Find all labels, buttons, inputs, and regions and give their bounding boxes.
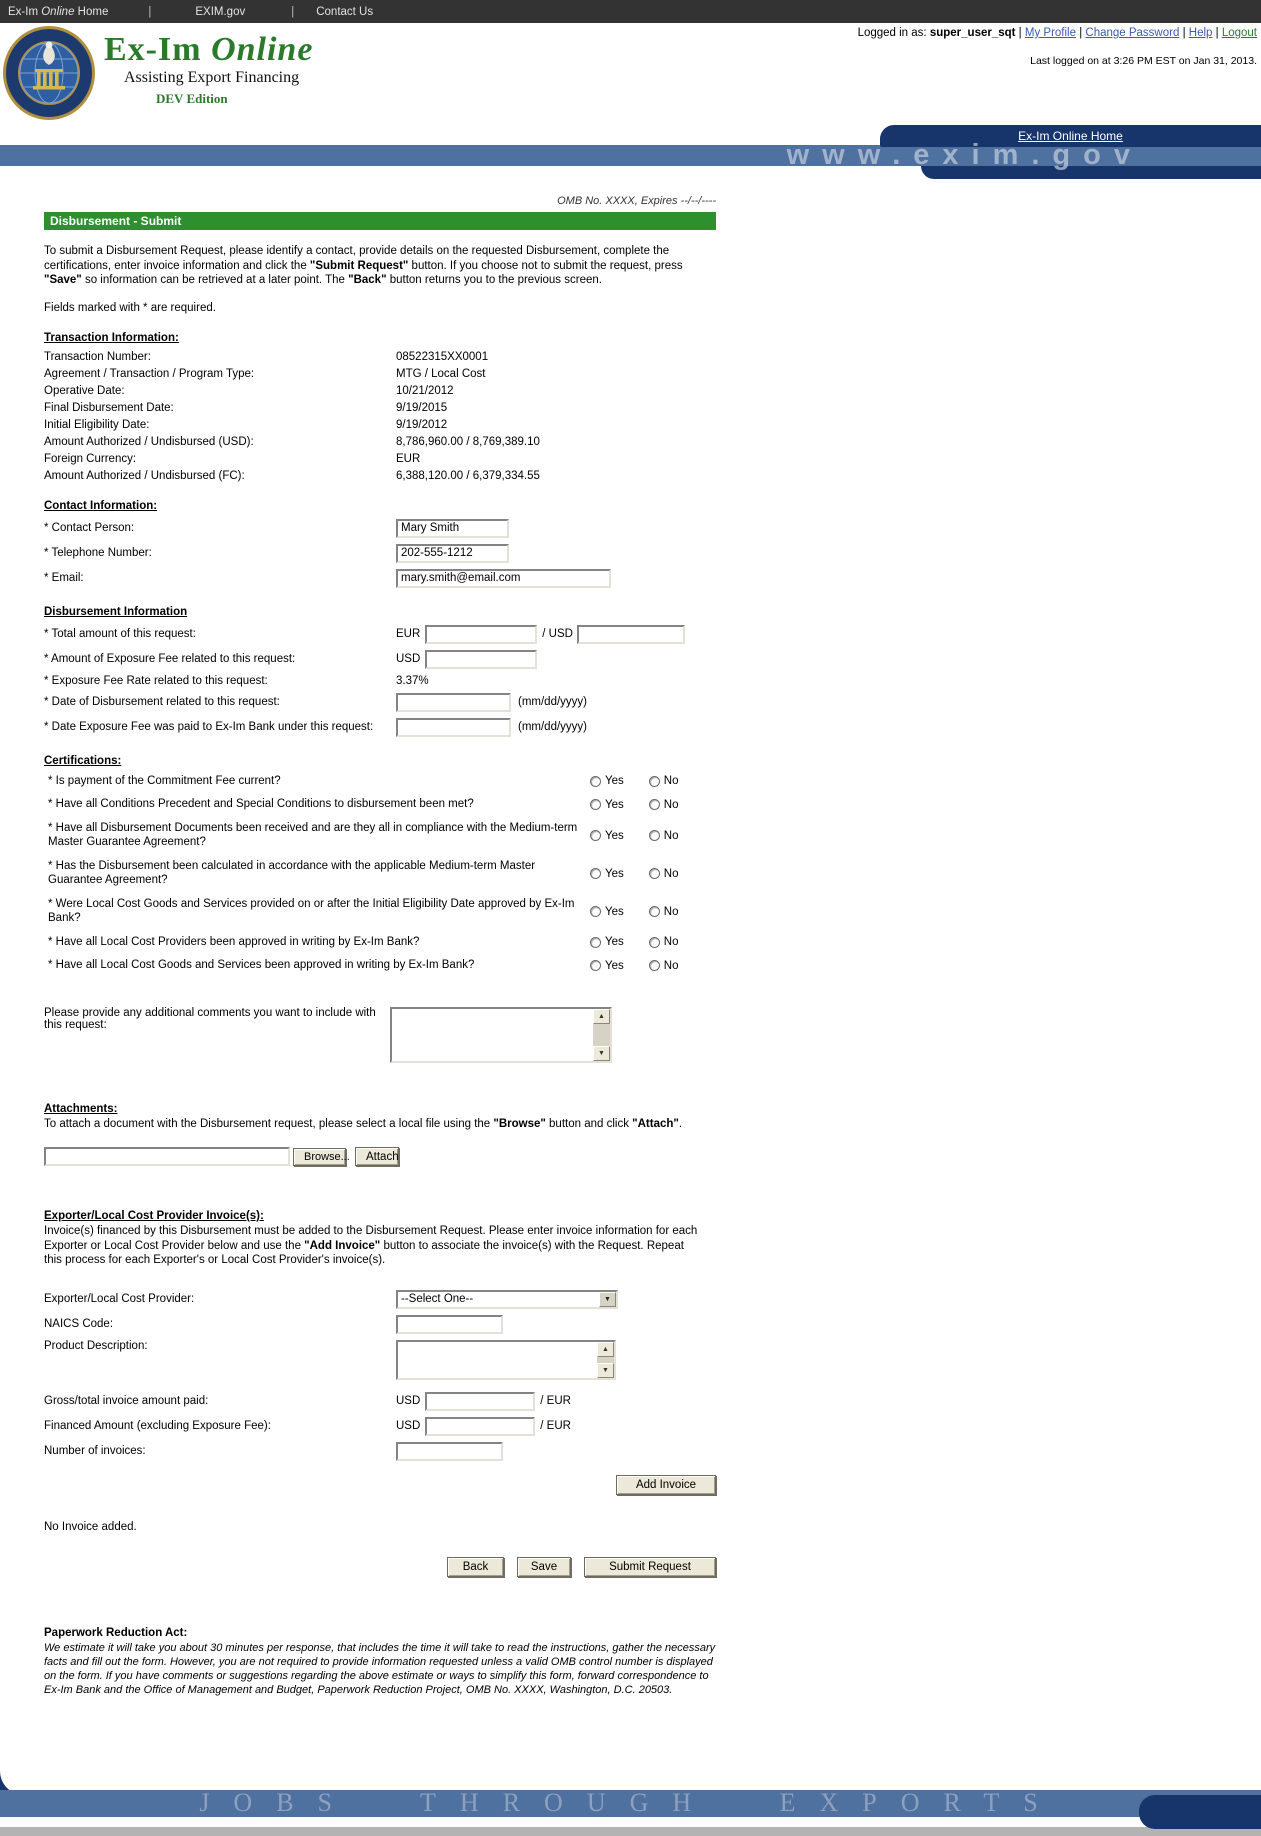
table-row	[44, 470, 716, 482]
file-path-input[interactable]	[44, 1147, 290, 1166]
radio-icon[interactable]	[649, 937, 660, 948]
date-format-hint: (mm/dd/yyyy)	[518, 721, 587, 733]
exposure-fee-amount-input[interactable]	[425, 650, 537, 669]
exposure-fee-rate-label: * Exposure Fee Rate related to this request:	[44, 674, 268, 687]
table-row	[44, 368, 716, 380]
total-amount-label: * Total amount of this request:	[44, 628, 196, 640]
contact-person-label: * Contact Person:	[44, 522, 135, 534]
footer-right-navy-decoration	[1139, 1795, 1261, 1829]
provider-selected-value: --Select One--	[401, 1293, 474, 1305]
info-label: Final Disbursement Date:	[44, 401, 174, 414]
cert-7-no-radio[interactable]	[649, 959, 679, 973]
radio-icon[interactable]	[590, 799, 601, 810]
back-button[interactable]: Back	[447, 1557, 504, 1577]
no-label: No	[663, 936, 679, 949]
radio-icon[interactable]	[590, 776, 601, 787]
provider-select[interactable]	[396, 1290, 618, 1309]
cert-5-no-radio[interactable]	[649, 898, 679, 926]
currency-eur-label: / EUR	[540, 1395, 571, 1407]
info-label: Agreement / Transaction / Program Type:	[44, 367, 255, 380]
page-bottom-edge	[0, 1827, 1261, 1836]
info-value: 8,786,960.00 / 8,769,389.10	[396, 435, 540, 448]
topnav-home-prefix: Ex-Im	[8, 5, 42, 18]
table-row	[44, 419, 716, 431]
topnav-eximgov-link[interactable]: EXIM.gov	[195, 5, 246, 18]
radio-icon[interactable]	[590, 830, 601, 841]
certification-question: * Is payment of the Commitment Fee current?	[48, 774, 281, 787]
omb-number-text: OMB No. XXXX, Expires --/--/----	[557, 195, 716, 207]
radio-icon[interactable]	[649, 799, 660, 810]
yes-label: Yes	[605, 867, 624, 880]
yes-label: Yes	[605, 905, 624, 918]
certification-row	[44, 935, 716, 950]
exposure-fee-date-row	[44, 718, 716, 737]
info-value: 6,388,120.00 / 6,379,334.55	[396, 469, 540, 482]
cert-2-no-radio[interactable]	[649, 798, 679, 812]
no-label: No	[663, 829, 679, 842]
main-content	[0, 167, 1261, 1747]
info-value: 9/19/2015	[396, 401, 448, 414]
no-label: No	[663, 775, 679, 788]
topnav-home-italic: Online	[41, 5, 75, 18]
cert-1-yes-radio[interactable]	[590, 775, 624, 789]
disbursement-date-label: * Date of Disbursement related to this request:	[44, 696, 280, 708]
attach-button[interactable]: Attach	[355, 1147, 399, 1166]
currency-eur-label: / EUR	[540, 1420, 571, 1432]
comments-label: Please provide any additional comments you want to include with this request:	[44, 1006, 376, 1031]
form-actions	[44, 1557, 716, 1577]
yes-label: Yes	[605, 775, 624, 788]
provider-row	[44, 1290, 716, 1309]
cert-6-no-radio[interactable]	[649, 936, 679, 950]
header-user-area	[858, 27, 1257, 67]
cert-3-no-radio[interactable]	[649, 822, 679, 850]
table-row	[44, 436, 716, 448]
gross-amount-label: Gross/total invoice amount paid:	[44, 1395, 209, 1407]
topnav-separator: |	[291, 5, 295, 18]
currency-usd-label: / USD	[542, 628, 573, 640]
intro-paragraph: To submit a Disbursement Request, please identify a contact, provide details on the requested Disbursement, complete the certifications, enter invoice information and click the "Submit Request" button. If you choose not to submit the request, press "Save" so information can be retrieved at a later point. The "Back" button returns you to the previous screen.	[44, 245, 683, 286]
topnav-home-suffix: Home	[74, 5, 109, 18]
financed-amount-row	[44, 1417, 716, 1436]
naics-label: NAICS Code:	[44, 1318, 114, 1330]
footer	[0, 1747, 1261, 1827]
change-password-link[interactable]: Change Password	[1085, 27, 1180, 39]
last-logged-text: Last logged on at 3:26 PM EST on Jan 31, 2013.	[1030, 55, 1257, 67]
invoice-count-label: Number of invoices:	[44, 1445, 146, 1457]
telephone-row	[44, 544, 716, 563]
brand-block	[104, 31, 313, 107]
contact-information-heading: Contact Information:	[44, 499, 158, 512]
date-format-hint: (mm/dd/yyyy)	[518, 696, 587, 708]
login-line: Logged in as: super_user_sqt | My Profile | Change Password | Help | Logout	[857, 27, 1257, 39]
no-invoice-message: No Invoice added.	[44, 1520, 137, 1533]
topnav-exim-online-home-link[interactable]	[8, 6, 108, 18]
transaction-information-heading: Transaction Information:	[44, 331, 179, 344]
add-invoice-button[interactable]: Add Invoice	[616, 1475, 716, 1495]
cert-7-yes-radio[interactable]	[590, 959, 624, 973]
certifications-heading: Certifications:	[44, 754, 122, 767]
comments-textarea[interactable]	[390, 1007, 612, 1063]
currency-eur-label: EUR	[396, 628, 421, 640]
page-title: Disbursement - Submit	[44, 212, 716, 230]
certification-question: * Have all Conditions Precedent and Special Conditions to disbursement been met?	[48, 798, 474, 810]
scroll-down-icon[interactable]: ▼	[597, 1363, 614, 1378]
topnav-separator: |	[148, 5, 152, 18]
total-amount-eur-input[interactable]	[425, 625, 537, 644]
info-label: Amount Authorized / Undisbursed (USD):	[44, 435, 254, 448]
total-amount-row	[44, 625, 716, 644]
certification-question: * Have all Local Cost Goods and Services been approved in writing by Ex-Im Bank?	[48, 959, 475, 971]
radio-icon[interactable]	[590, 960, 601, 971]
exposure-fee-date-label: * Date Exposure Fee was paid to Ex-Im Bank under this request:	[44, 721, 374, 733]
provider-label: Exporter/Local Cost Provider:	[44, 1293, 195, 1305]
radio-icon[interactable]	[649, 868, 660, 879]
browse-button[interactable]: Browse...	[293, 1148, 346, 1166]
radio-icon[interactable]	[590, 937, 601, 948]
required-fields-note: Fields marked with * are required.	[44, 301, 216, 314]
yes-label: Yes	[605, 936, 624, 949]
paperwork-reduction-act	[44, 1627, 720, 1697]
naics-row	[44, 1315, 716, 1334]
exposure-fee-rate-row	[44, 675, 716, 687]
scroll-up-icon[interactable]: ▲	[593, 1009, 610, 1024]
radio-icon[interactable]	[649, 906, 660, 917]
contact-person-input[interactable]	[396, 519, 509, 538]
table-row	[44, 453, 716, 465]
info-label: Operative Date:	[44, 384, 125, 397]
certification-row	[44, 797, 716, 812]
scrollbar[interactable]	[593, 1009, 610, 1061]
info-value: 08522315XX0001	[396, 350, 489, 363]
product-description-textarea[interactable]	[396, 1340, 616, 1380]
no-label: No	[663, 959, 679, 972]
radio-icon[interactable]	[649, 960, 660, 971]
info-label: Transaction Number:	[44, 350, 151, 363]
cert-4-no-radio[interactable]	[649, 860, 679, 888]
nav-band	[0, 125, 1261, 171]
disbursement-date-input[interactable]	[396, 693, 511, 712]
info-label: Foreign Currency:	[44, 452, 137, 465]
naics-input[interactable]	[396, 1315, 503, 1334]
financed-amount-input[interactable]	[425, 1417, 535, 1436]
pra-text: We estimate it will take you about 30 minutes per response, that includes the time it will take to read the instructions, gather the necessary facts and fill out the form. However, you are not required to provide information requested unless a valid OMB control number is displayed on the form. If you have comments or suggestions regarding the above estimate or ways to simplify this form, forward correspondence to Ex-Im Bank and the Office of Management and Budget, Paperwork Reduction Project, OMB No. XXXX, Washington, D.C. 20503.	[44, 1641, 716, 1696]
total-amount-usd-input[interactable]	[577, 625, 685, 644]
yes-label: Yes	[605, 829, 624, 842]
invoice-count-row	[44, 1442, 716, 1461]
invoices-instructions: Invoice(s) financed by this Disbursement must be added to the Disbursement Request. Please enter invoice information for each Exporter or Local Cost Provider below and use the "Add Invoice" button to associate the invoice(s) with the Request. Repeat this process for each Exporter's or Local Cost Provider's invoice(s).	[44, 1225, 698, 1266]
logged-in-label: Logged in as:	[857, 27, 927, 39]
topnav-contact-us-link[interactable]: Contact Us	[316, 5, 374, 18]
email-label: * Email:	[44, 572, 84, 584]
cert-1-no-radio[interactable]	[649, 775, 679, 789]
radio-icon[interactable]	[649, 830, 660, 841]
pra-heading: Paperwork Reduction Act:	[44, 1626, 188, 1639]
currency-usd-label: USD	[396, 653, 421, 665]
invoice-count-input[interactable]	[396, 1442, 503, 1461]
dropdown-arrow-icon[interactable]: ▼	[599, 1292, 616, 1307]
attachments-instructions: To attach a document with the Disbursement request, please select a local file using the "Browse" button and click "Attach".	[44, 1117, 683, 1130]
cert-2-yes-radio[interactable]	[590, 798, 624, 812]
scrollbar[interactable]	[597, 1342, 614, 1378]
product-description-label: Product Description:	[44, 1339, 148, 1352]
telephone-input[interactable]	[396, 544, 509, 563]
exposure-fee-date-input[interactable]	[396, 718, 511, 737]
brand-prefix: Ex-Im	[104, 31, 202, 68]
attach-file-row	[44, 1147, 716, 1166]
email-row	[44, 569, 716, 588]
attachments-heading: Attachments:	[44, 1102, 118, 1115]
radio-icon[interactable]	[649, 776, 660, 787]
info-value: 9/19/2012	[396, 418, 448, 431]
disbursement-information-heading: Disbursement Information	[44, 605, 188, 618]
logout-link[interactable]: Logout	[1221, 27, 1257, 39]
certification-row	[44, 897, 716, 926]
cert-3-yes-radio[interactable]	[590, 822, 624, 850]
yes-label: Yes	[605, 798, 624, 811]
contact-person-row	[44, 519, 716, 538]
currency-usd-label: USD	[396, 1420, 421, 1432]
no-label: No	[663, 905, 679, 918]
certification-question: * Have all Local Cost Providers been approved in writing by Ex-Im Bank?	[48, 935, 420, 948]
exposure-fee-rate-value: 3.37%	[396, 674, 429, 687]
top-nav-bar	[0, 0, 1261, 23]
jobs-through-exports-watermark: JOBS THROUGH EXPORTS	[199, 1788, 1062, 1817]
exposure-fee-amount-label: * Amount of Exposure Fee related to this request:	[44, 653, 296, 665]
email-input[interactable]	[396, 569, 611, 588]
invoices-heading: Exporter/Local Cost Provider Invoice(s):	[44, 1210, 264, 1222]
product-description-row	[44, 1340, 716, 1380]
brand-tagline: Assisting Export Financing	[124, 69, 300, 86]
certification-question: * Has the Disbursement been calculated in accordance with the applicable Medium-term Master Guarantee Agreement?	[48, 859, 536, 886]
disbursement-date-row	[44, 693, 716, 712]
comments-row	[44, 1007, 716, 1063]
gross-amount-row	[44, 1392, 716, 1411]
certification-question: * Have all Disbursement Documents been received and are they all in compliance with the Medium-term Master Guarantee Agreement?	[48, 821, 578, 848]
table-row	[44, 385, 716, 397]
scroll-down-icon[interactable]: ▼	[593, 1046, 610, 1061]
help-link[interactable]: Help	[1188, 27, 1213, 39]
currency-usd-label: USD	[396, 1395, 421, 1407]
telephone-label: * Telephone Number:	[44, 547, 152, 559]
home-tab-link[interactable]: Ex-Im Online Home	[1018, 129, 1123, 143]
info-value: MTG / Local Cost	[396, 367, 486, 380]
table-row	[44, 402, 716, 414]
radio-icon[interactable]	[590, 906, 601, 917]
exposure-fee-amount-row	[44, 650, 716, 669]
certification-row	[44, 821, 716, 850]
scroll-up-icon[interactable]: ▲	[597, 1342, 614, 1357]
certification-row	[44, 958, 716, 973]
no-label: No	[663, 867, 679, 880]
save-button[interactable]: Save	[517, 1557, 571, 1577]
info-value: 10/21/2012	[396, 384, 454, 397]
cert-6-yes-radio[interactable]	[590, 936, 624, 950]
cert-4-yes-radio[interactable]	[590, 860, 624, 888]
info-label: Amount Authorized / Undisbursed (FC):	[44, 469, 245, 482]
financed-amount-label: Financed Amount (excluding Exposure Fee):	[44, 1420, 271, 1432]
certification-row	[44, 774, 716, 789]
gross-amount-input[interactable]	[425, 1392, 535, 1411]
radio-icon[interactable]	[590, 868, 601, 879]
brand-edition: DEV Edition	[156, 91, 228, 106]
exim-gov-watermark: www.exim.gov	[786, 139, 1143, 171]
exim-seal-logo	[2, 25, 96, 126]
brand-title	[104, 31, 313, 69]
add-invoice-row	[44, 1475, 716, 1495]
info-label: Initial Eligibility Date:	[44, 418, 150, 431]
username: super_user_sqt	[929, 27, 1016, 39]
info-value: EUR	[396, 452, 421, 465]
no-label: No	[663, 798, 679, 811]
yes-label: Yes	[605, 959, 624, 972]
table-row	[44, 351, 716, 363]
brand-italic: Online	[211, 31, 314, 68]
certification-row	[44, 859, 716, 888]
header	[0, 23, 1261, 125]
cert-5-yes-radio[interactable]	[590, 898, 624, 926]
certification-question: * Were Local Cost Goods and Services provided on or after the Initial Eligibility Date approved by Ex-Im Bank?	[48, 897, 575, 924]
submit-request-button[interactable]: Submit Request	[584, 1557, 716, 1577]
my-profile-link[interactable]: My Profile	[1024, 27, 1076, 39]
footer-blue-bar	[0, 1790, 1261, 1817]
